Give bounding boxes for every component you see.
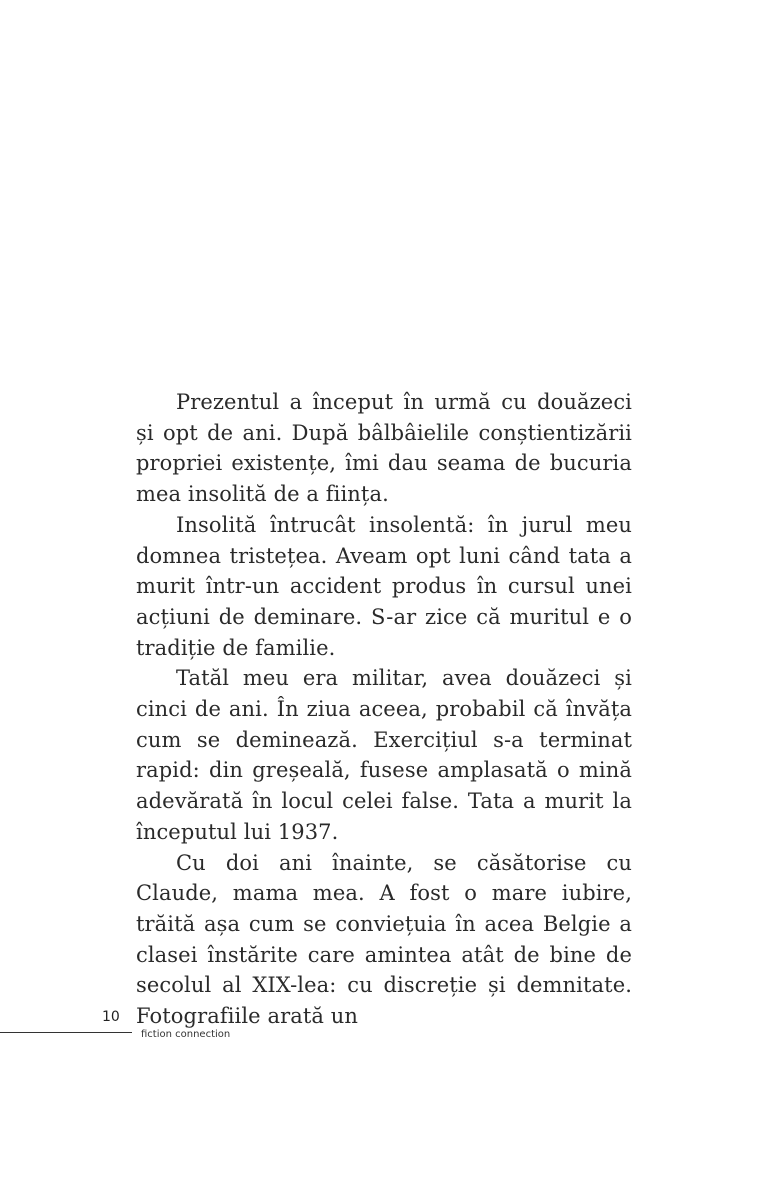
paragraph: Tatăl meu era militar, avea douăzeci și cinci de ani. În ziua aceea, probabil că învăța cum se deminează. Exercițiul s-a terminat rapid: din greșeală, fusese amplasată o mină adevărată în locul celei false. Tata a murit la începutul lui 1937. xyxy=(136,666,632,844)
page-number: 10 xyxy=(102,1009,120,1025)
paragraph: Insolită întrucât insolentă: în jurul meu domnea tristețea. Aveam opt luni când tata a murit într-un accident produs în cursul unei acțiuni de deminare. S-ar zice că muritul e o tradiție de familie. xyxy=(136,512,632,660)
footer-label: fiction connection xyxy=(141,1029,231,1040)
footer-divider xyxy=(0,1032,132,1033)
body-text xyxy=(136,387,632,1032)
paragraph: Cu doi ani înainte, se căsătorise cu Claude, mama mea. A fost o mare iubire, trăită așa cum se conviețuia în acea Belgie a clasei înstărite care amintea atât de bine de secolul al XIX-lea: cu discreție și demnitate. Fotografiile arată un xyxy=(136,850,632,1029)
paragraph: Prezentul a început în urmă cu douăzeci și opt de ani. După bâlbâielile conștientizării propriei existențe, îmi dau seama de bucuria mea insolită de a ființa. xyxy=(136,390,632,507)
